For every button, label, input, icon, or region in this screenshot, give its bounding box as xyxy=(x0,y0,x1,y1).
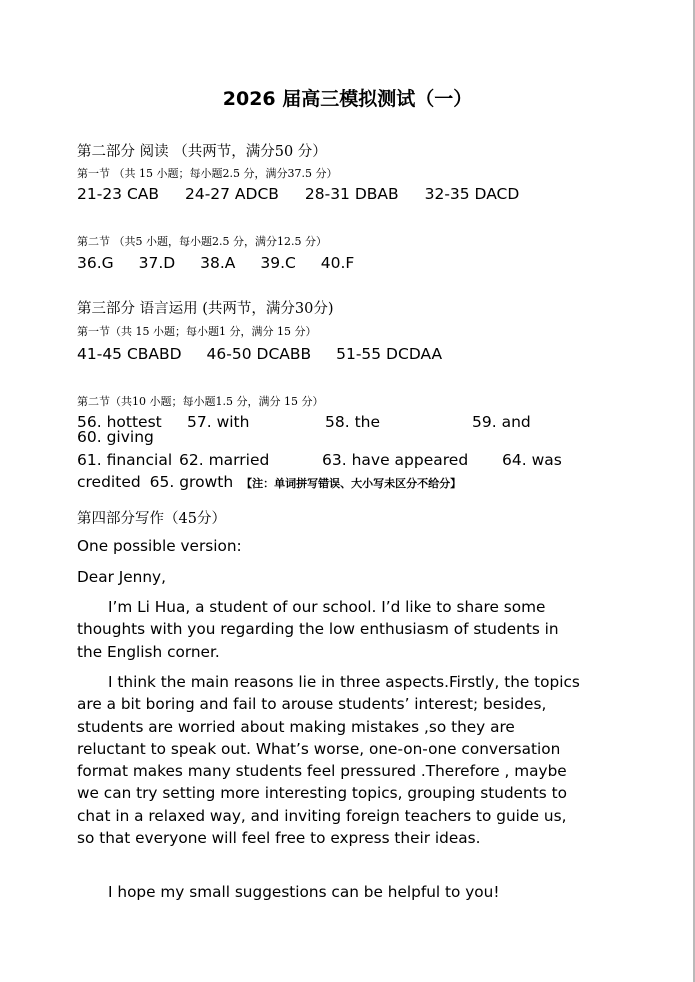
part2-section1-heading: 第一节 （共 15 小题；每小题2.5 分，满分37.5 分） xyxy=(77,167,338,180)
part3-section1-heading: 第一节（共 15 小题；每小题1 分，满分 15 分） xyxy=(77,325,317,338)
essay-paragraph-3: I hope my small suggestions can be helpful to you! xyxy=(108,883,500,901)
answer-item: 37.D xyxy=(138,254,176,272)
answer-group: 28-31 DBAB xyxy=(304,185,399,203)
answer-57: 57. with xyxy=(187,413,250,431)
answer-group: 21-23 CAB xyxy=(77,185,160,203)
answer-61: 61. financial xyxy=(77,451,173,469)
grading-note: 【注：单词拼写错误、大小写未区分不给分】 xyxy=(241,477,462,490)
part2-section2-answers xyxy=(77,254,354,272)
essay-intro: One possible version: xyxy=(77,537,242,555)
part2-section2-heading: 第二节 （共5 小题，每小题2.5 分，满分12.5 分） xyxy=(77,235,327,248)
answer-group: 24-27 ADCB xyxy=(184,185,279,203)
answer-63: 63. have appeared xyxy=(322,451,469,469)
part4-heading: 第四部分写作（45分） xyxy=(77,511,226,527)
answer-item: 39.C xyxy=(260,254,296,272)
answer-group: 41-45 CBABD xyxy=(77,345,182,363)
answer-item: 38.A xyxy=(200,254,236,272)
essay-greeting: Dear Jenny, xyxy=(77,568,166,586)
answer-65: 65. growth xyxy=(149,473,234,491)
answer-59: 59. and xyxy=(472,413,531,431)
answer-group: 32-35 DACD xyxy=(424,185,520,203)
part3-section2-heading: 第二节（共10 小题；每小题1.5 分，满分 15 分） xyxy=(77,395,324,408)
answer-group: 46-50 DCABB xyxy=(206,345,312,363)
essay-paragraph-2: I think the main reasons lie in three aspects.Firstly, the topics are a bit boring and fail to arouse students’ interest; besides, students are worried about making mistakes ,so they are reluctant to speak out. What’s worse, one-on-one conversation format makes many students feel pressured .Therefore , maybe we can try setting more interesting topics, grouping students to chat in a relaxed way, and inviting foreign teachers to guide us, so that everyone will feel free to express their ideas. xyxy=(77,673,580,848)
answer-58: 58. the xyxy=(325,413,381,431)
part2-heading: 第二部分 阅读 （共两节，满分50 分） xyxy=(77,144,327,160)
page-title: 2026 届高三模拟测试（一） xyxy=(222,88,473,110)
answer-item: 36.G xyxy=(77,254,114,272)
answer-64: 64. was xyxy=(502,451,562,469)
answer-62: 62. married xyxy=(179,451,270,469)
answer-64-word: credited xyxy=(77,473,141,491)
essay-paragraph-1: I’m Li Hua, a student of our school. I’d like to share some thoughts with you regarding the low enthusiasm of students in the English corner. xyxy=(77,598,559,661)
answer-56: 56. hottest xyxy=(77,413,162,431)
answer-item: 40.F xyxy=(320,254,355,272)
part3-heading: 第三部分 语言运用 (共两节，满分30分) xyxy=(77,301,334,317)
part3-section1-answers xyxy=(77,345,442,363)
answer-group: 51-55 DCDAA xyxy=(336,345,443,363)
answer-60: 60. giving xyxy=(77,428,154,446)
answer-64-continued xyxy=(77,473,461,491)
part2-section1-answers xyxy=(77,185,519,203)
